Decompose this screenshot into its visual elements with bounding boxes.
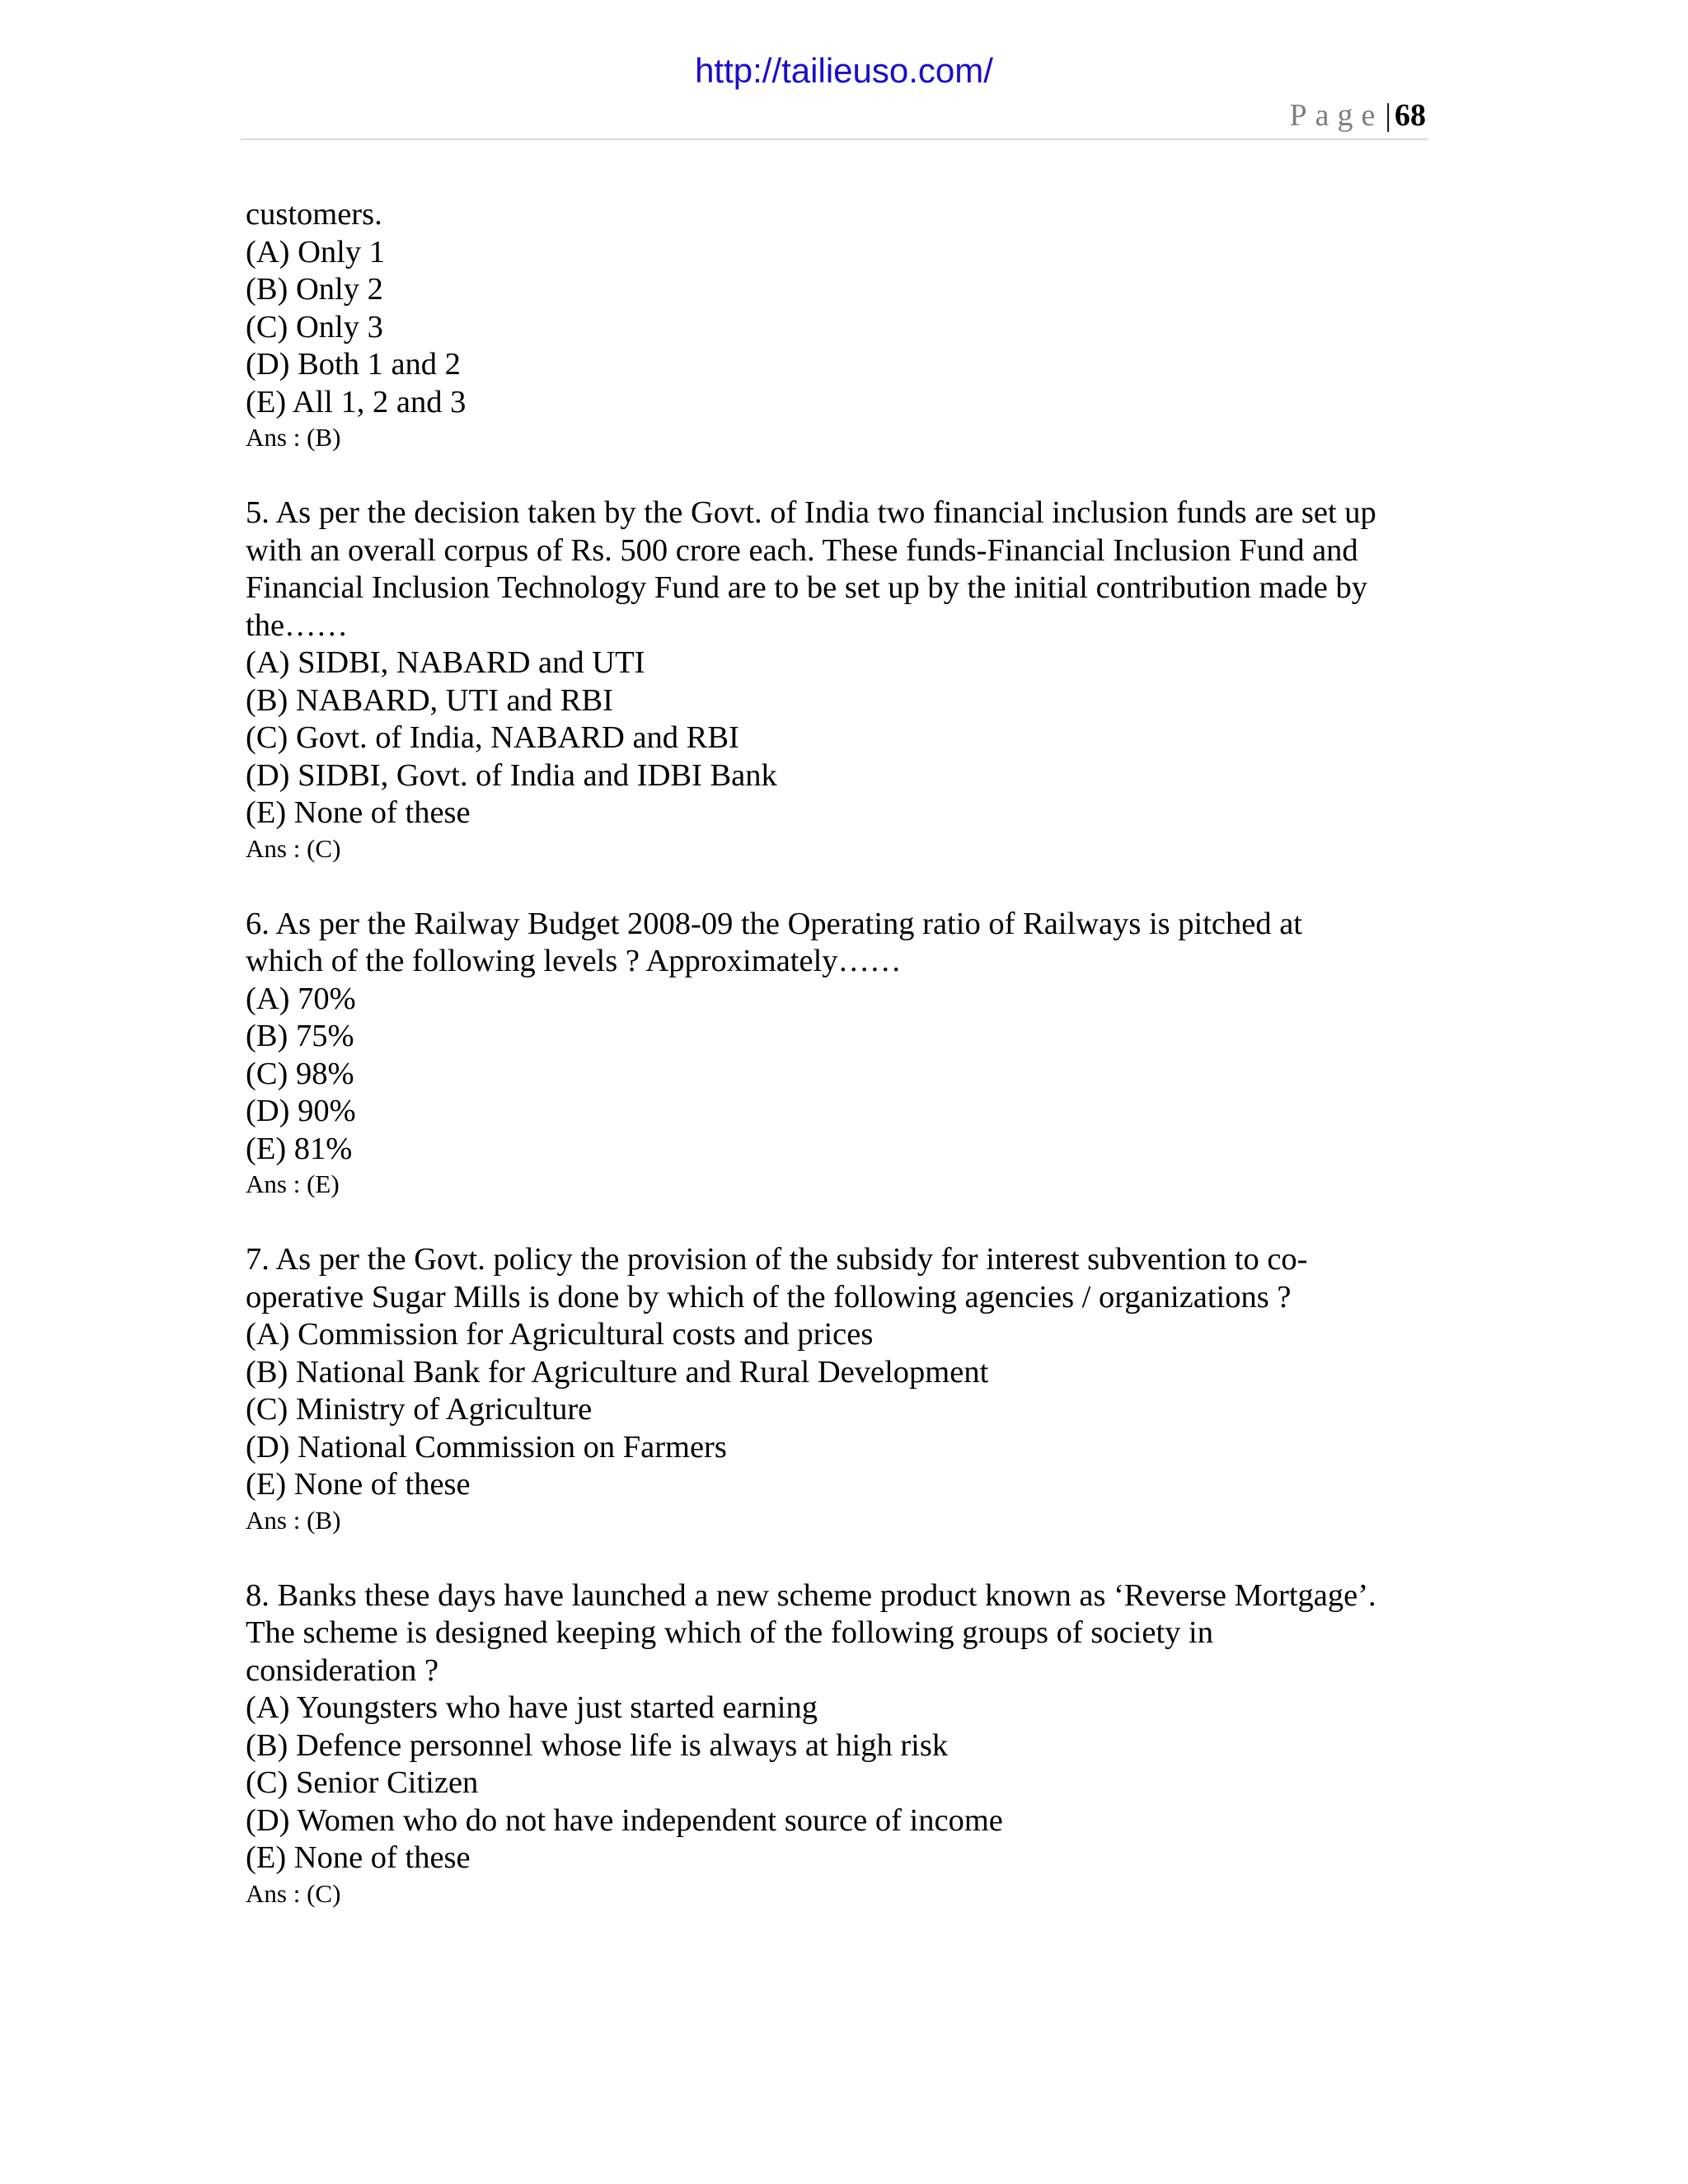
answer-option: (C) Ministry of Agriculture bbox=[246, 1392, 593, 1427]
answer-option: (B) Defence personnel whose life is always at high risk bbox=[246, 1727, 949, 1763]
site-url-link[interactable]: http://tailieuso.com/ bbox=[695, 51, 993, 90]
question-6 bbox=[246, 906, 1441, 1202]
page-header bbox=[1290, 97, 1426, 134]
page-label: Page bbox=[1289, 98, 1384, 133]
question-text-line: operative Sugar Mills is done by which of the following agencies / organizations ? bbox=[246, 1279, 1292, 1315]
question-text-line: which of the following levels ? Approximately…… bbox=[246, 944, 902, 978]
answer-option: (D) 90% bbox=[246, 1094, 356, 1128]
question-text-line: Financial Inclusion Technology Fund are to be set up by the initial contribution made by bbox=[246, 570, 1367, 605]
question-gap bbox=[246, 454, 1441, 494]
answer-option: (D) Women who do not have independent source of income bbox=[246, 1802, 1003, 1838]
answer-option: (C) 98% bbox=[246, 1056, 354, 1091]
answer-key: Ans : (C) bbox=[246, 833, 341, 863]
page-number: 68 bbox=[1395, 98, 1426, 133]
question-continuation bbox=[246, 196, 1441, 454]
answer-option: (A) Youngsters who have just started earning bbox=[246, 1690, 818, 1725]
answer-option: (E) 81% bbox=[246, 1131, 353, 1166]
answer-option: (E) None of these bbox=[246, 795, 471, 830]
answer-option: (B) NABARD, UTI and RBI bbox=[246, 682, 613, 718]
answer-key: Ans : (B) bbox=[246, 423, 341, 452]
page-separator: | bbox=[1385, 98, 1391, 133]
answer-option: (A) SIDBI, NABARD and UTI bbox=[246, 645, 645, 680]
answer-option: (D) National Commission on Farmers bbox=[246, 1429, 727, 1465]
question-text-line: customers. bbox=[246, 197, 382, 232]
answer-option: (B) National Bank for Agriculture and Rural Development bbox=[246, 1354, 989, 1390]
answer-option: (B) 75% bbox=[246, 1019, 354, 1053]
question-text-line: with an overall corpus of Rs. 500 crore each. These funds-Financial Inclusion Fund and bbox=[246, 532, 1358, 568]
answer-key: Ans : (C) bbox=[246, 1878, 341, 1908]
answer-option: (E) None of these bbox=[246, 1840, 471, 1875]
answer-option: (B) Only 2 bbox=[246, 272, 383, 307]
document-body bbox=[246, 196, 1441, 1910]
question-text-line: 7. As per the Govt. policy the provision of the subsidy for interest subvention to co- bbox=[246, 1242, 1308, 1277]
question-8 bbox=[246, 1577, 1441, 1910]
question-gap bbox=[246, 1537, 1441, 1577]
question-text-line: 5. As per the decision taken by the Govt. of India two financial inclusion funds are set up bbox=[246, 495, 1376, 530]
question-5 bbox=[246, 494, 1441, 865]
answer-option: (D) Both 1 and 2 bbox=[246, 347, 461, 382]
answer-key: Ans : (B) bbox=[246, 1505, 341, 1535]
answer-option: (D) SIDBI, Govt. of India and IDBI Bank bbox=[246, 757, 777, 793]
answer-option: (A) Only 1 bbox=[246, 234, 385, 269]
question-text-line: 6. As per the Railway Budget 2008-09 the Operating ratio of Railways is pitched at bbox=[246, 906, 1302, 941]
question-7 bbox=[246, 1241, 1441, 1537]
answer-option: (C) Govt. of India, NABARD and RBI bbox=[246, 720, 739, 755]
answer-key: Ans : (E) bbox=[246, 1169, 340, 1198]
answer-option: (C) Only 3 bbox=[246, 309, 383, 344]
question-text-line: the…… bbox=[246, 607, 349, 643]
answer-option: (E) All 1, 2 and 3 bbox=[246, 384, 467, 419]
answer-option: (A) Commission for Agricultural costs and prices bbox=[246, 1317, 874, 1352]
header-divider bbox=[241, 138, 1428, 140]
question-gap bbox=[246, 1201, 1441, 1241]
question-gap bbox=[246, 865, 1441, 906]
question-text-line: consideration ? bbox=[246, 1652, 439, 1688]
answer-option: (C) Senior Citizen bbox=[246, 1765, 479, 1800]
question-text-line: The scheme is designed keeping which of the following groups of society in bbox=[246, 1615, 1213, 1650]
answer-option: (A) 70% bbox=[246, 981, 356, 1016]
question-text-line: 8. Banks these days have launched a new scheme product known as ‘Reverse Mortgage’. bbox=[246, 1577, 1376, 1613]
answer-option: (E) None of these bbox=[246, 1467, 471, 1502]
